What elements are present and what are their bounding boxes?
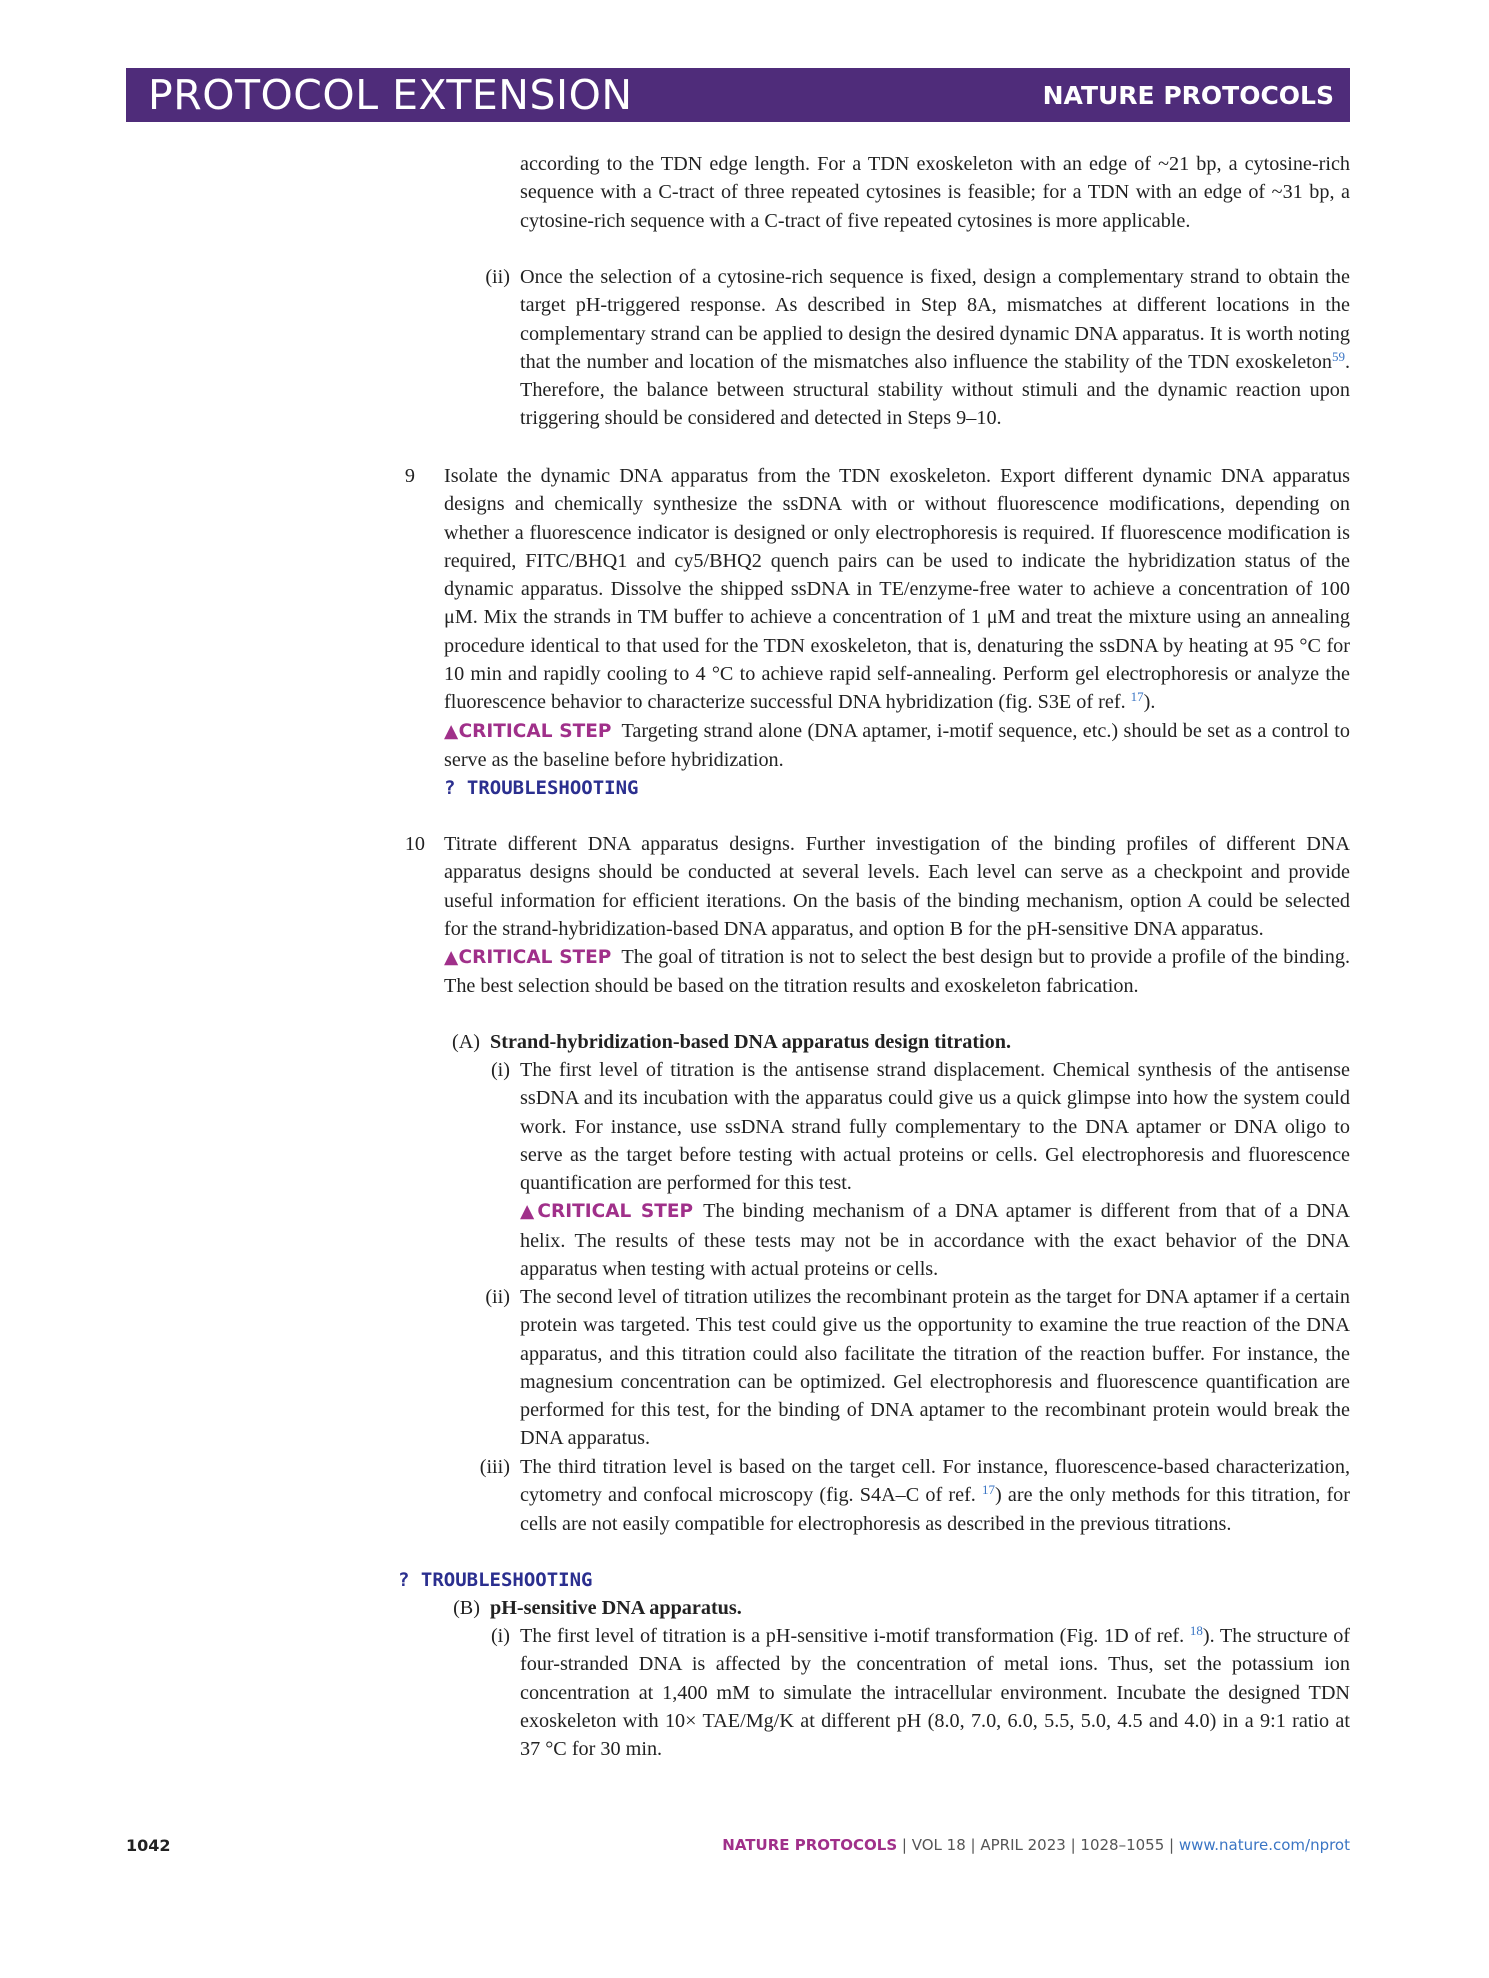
option-a-title: Strand-hybridization-based DNA apparatus design titration. [490, 1031, 1012, 1053]
critical-step-label: ▲CRITICAL STEP [444, 720, 612, 742]
option-b-i: The first level of titration is a pH-sensitive i-motif transformation (Fig. 1D of ref. $^{18}$). The structure of four-stranded DNA is affected by the concentration of metal ions. Thus, set the potassium ion concentration at 1,400 mM to simulate the intracellular environment. Incubate the designed TDN exoskeleton with 10× TAE/Mg/K at different pH (8.0, 7.0, 6.0, 5.5, 5.0, 4.5 and 4.0) in a 9:1 ratio at 37 °C for 30 min. [520, 1623, 1351, 1761]
step9: Isolate the dynamic DNA apparatus from the TDN exoskeleton. Export different dynamic DNA apparatus designs and chemically synthesize the ssDNA with or without fluorescence modifications, depending on whether a fluorescence indicator is designed or only electrophoresis is required. If fluorescence modification is required, FITC/BHQ1 and cy5/BHQ2 quench pairs can be used to indicate the hybridization status of the dynamic apparatus. Dissolve the shipped ssDNA in TE/enzyme-free water to achieve a concentration of 100 μM. Mix the strands in TM buffer to achieve a concentration of 1 μM and treat the mixture using an annealing procedure identical to that used for the TDN exoskeleton, that is, denaturing the ssDNA by heating at 95 °C for 10 min and rapidly cooling to 4 °C to achieve rapid self-annealing. Perform gel electrophoresis or analyze the fluorescence behavior to characterize successful DNA hybridization (fig. S3E of ref. $^{17}$). ▲CRITICAL STEP Targeting strand alone (DNA aptamer, i-motif sequence, etc.) should be set as a control to serve as the baseline before hybridization. ? TROUBLESHOOTING [444, 465, 1351, 800]
ref-17[interactable]: 17 [1130, 689, 1144, 705]
citation-footer: NATURE PROTOCOLS | VOL 18 | APRIL 2023 | 1028–1055 | www.nature.com/nprot [722, 1836, 1350, 1854]
footer-volume: VOL 18 [911, 1836, 966, 1854]
footer-pages: 1028–1055 [1080, 1836, 1165, 1854]
footer-url-link[interactable]: www.nature.com/nprot [1178, 1836, 1350, 1854]
option-a-ii: The second level of titration utilizes the recombinant protein as the target for DNA aptamer if a certain protein was targeted. This test could give us the opportunity to examine the true reaction of the DNA apparatus, and this titration could also facilitate the titration of the reaction buffer. For instance, the magnesium concentration can be optimized. Gel electrophoresis and fluorescence quantification are performed for this test, for the binding of DNA aptamer to the recombinant protein would break the DNA apparatus. [520, 1286, 1350, 1450]
option-a-i-label: (i) [490, 1059, 510, 1081]
section-title: PROTOCOL EXTENSION [148, 71, 633, 119]
troubleshooting-link[interactable]: ? TROUBLESHOOTING [444, 777, 639, 800]
option-b-i-label: (i) [490, 1625, 510, 1647]
step8-ii: Once the selection of a cytosine-rich sequence is fixed, design a complementary strand to obtain the target pH-triggered response. As described in Step 8A, mismatches at different locations in the complementary strand can be applied to design the desired dynamic DNA apparatus. It is worth noting that the number and location of the mismatches also influence the stability of the TDN exoskeleton$^{59}$. Therefore, the balance between structural stability without stimuli and the dynamic reaction upon triggering should be considered and detected in Steps 9–10. [520, 266, 1350, 430]
troubleshooting-link[interactable]: ? TROUBLESHOOTING [398, 1569, 593, 1591]
option-a-iii: The third titration level is based on the target cell. For instance, fluorescence-based characterization, cytometry and confocal microscopy (fig. S4A–C of ref. $^{17}$) are the only methods for this titration, for cells are not easily compatible for electrophoresis as described in the previous titrations. [520, 1456, 1350, 1535]
step10-number: 10 [404, 833, 425, 855]
footer-journal: NATURE PROTOCOLS [722, 1836, 898, 1854]
option-a-ii-label: (ii) [485, 1286, 510, 1308]
ref-17[interactable]: 17 [982, 1482, 996, 1498]
option-b-title: pH-sensitive DNA apparatus. [490, 1597, 742, 1619]
ref-59[interactable]: 59 [1331, 348, 1345, 364]
critical-step-label: ▲CRITICAL STEP [444, 947, 612, 969]
step9-number: 9 [404, 465, 415, 487]
critical-step-label: ▲CRITICAL STEP [520, 1201, 694, 1223]
step8-ii-label: (ii) [485, 266, 510, 288]
option-a-label: (A) [451, 1031, 480, 1053]
option-a-iii-label: (iii) [479, 1456, 510, 1478]
step8-i-continuation: according to the TDN edge length. For a TDN exoskeleton with an edge of ~21 bp, a cytosine-rich sequence with a C-tract of three repeated cytosines is feasible; for a TDN with an edge of ~31 bp, a cytosine-rich sequence with a C-tract of five repeated cytosines is more applicable. [520, 153, 1350, 232]
footer-date: APRIL 2023 [980, 1836, 1066, 1854]
journal-name: NATURE PROTOCOLS [1042, 81, 1334, 110]
option-b-label: (B) [453, 1597, 480, 1619]
step10: Titrate different DNA apparatus designs. Further investigation of the binding profiles of different DNA apparatus designs should be conducted at several levels. Each level can serve as a checkpoint and provide useful information for efficient iterations. On the basis of the binding mechanism, option A could be selected for the strand-hybridization-based DNA apparatus, and option B for the pH-sensitive DNA apparatus. ▲CRITICAL STEP The goal of titration is not to select the best design but to provide a profile of the binding. The best selection should be based on the titration results and exoskeleton fabrication. [444, 833, 1351, 998]
page-number: 1042 [126, 1836, 171, 1855]
option-a-i: The first level of titration is the antisense strand displacement. Chemical synthesis of the antisense ssDNA and its incubation with the apparatus could give us a quick glimpse into how the system could work. For instance, use ssDNA strand fully complementary to the DNA aptamer or DNA oligo to serve as the target before testing with actual proteins or cells. Gel electrophoresis and fluorescence quantification are performed for this test. ▲CRITICAL STEP The binding mechanism of a DNA aptamer is different from that of a DNA helix. The results of these tests may not be in accordance with the exact behavior of the DNA apparatus when testing with actual proteins or cells. [520, 1059, 1350, 1281]
troubleshooting-a [398, 1566, 798, 1594]
running-header [126, 68, 1350, 122]
ref-18[interactable]: 18 [1189, 1623, 1203, 1638]
